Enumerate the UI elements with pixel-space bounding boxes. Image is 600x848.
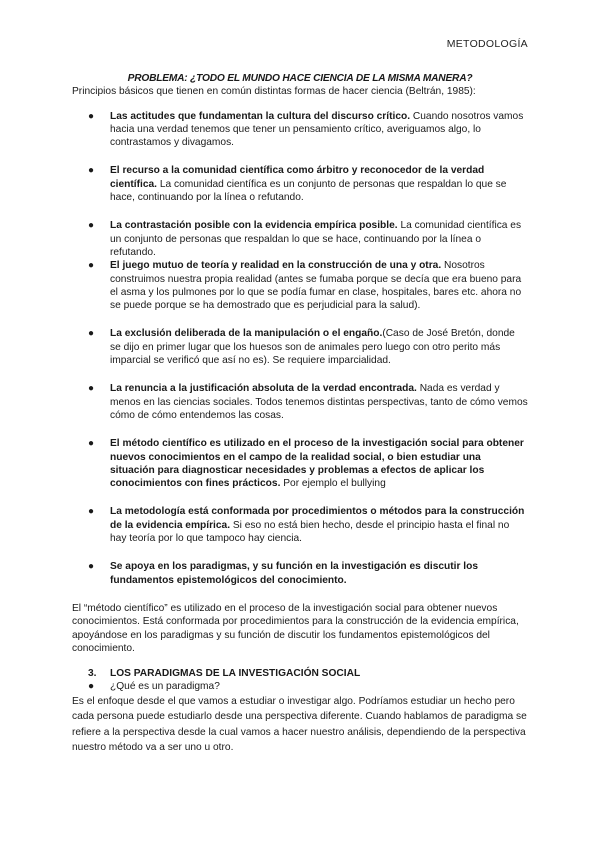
page-header: METODOLOGÍA <box>446 38 528 50</box>
principle-text: Si eso no está bien hecho, desde el principio hasta el final no hay teoría por lo que tampoco hay ciencia. <box>110 519 510 545</box>
bullet-icon: ● <box>88 383 95 395</box>
principle-text: (Caso de José Bretón, donde se dijo en primer lugar que los huesos son de animales pero luego con otro perito más imparcial se verificó que así no es). Se requiere imparcialidad. <box>110 328 515 367</box>
principle-text: La comunidad científica es un conjunto de personas que respaldan lo que se hace, continuando por la línea o refutando. <box>110 178 507 204</box>
list-item <box>88 560 528 587</box>
intro-paragraph: Principios básicos que tienen en común distintas formas de hacer ciencia (Beltrán, 1985): <box>72 86 476 98</box>
principle-title: El método científico es utilizado en el proceso de la investigación social para obtener nuevos conocimientos en el campo de la realidad social, o bien estudiar una situación para diagnosticar necesidades y problemas a efectos de aplicar los conocimientos con fines prácticos. <box>110 438 524 490</box>
sub-question: ¿Qué es un paradigma? <box>110 681 220 693</box>
list-item <box>88 164 528 204</box>
principle-title: La renuncia a la justificación absoluta de la verdad encontrada. <box>110 383 417 395</box>
bullet-icon: ● <box>88 165 95 177</box>
list-item <box>88 259 528 312</box>
bullet-icon: ● <box>88 110 95 122</box>
bullet-icon: ● <box>88 681 95 693</box>
list-item <box>88 437 528 490</box>
principle-title: La metodología está conformada por procedimientos o métodos para la construcción de la evidencia empírica. <box>110 506 525 531</box>
sub-question-item <box>88 680 528 693</box>
bullet-icon: ● <box>88 438 95 450</box>
principle-title: La exclusión deliberada de la manipulación o el engaño. <box>110 328 383 340</box>
principle-title: Se apoya en los paradigmas, y su función en la investigación es discutir los fundamentos epistemológicos del conocimiento. <box>110 561 478 586</box>
list-item <box>88 382 528 422</box>
section-heading <box>88 667 528 680</box>
principle-text: Nosotros construimos nuestra propia realidad (antes se fumaba porque se decía que era bueno para el asma y los pulmones por lo que se podía fumar en clase, hospitales, bares etc. ahora no se puede porque se ha demostrado que es perjudicial para la salud). <box>110 260 522 312</box>
bullet-icon: ● <box>88 220 95 232</box>
definition-paragraph: Es el enfoque desde el que vamos a estudiar o investigar algo. Podríamos estudiar un hecho pero cada persona puede estudiarlo desde una perspectiva diferente. Cuando hablamos de paradigma se refiere a la perspectiva desde la cual vamos a hacer nuestro análisis, dependiendo de la perspectiva nuestro método va a ser uno u otro. <box>72 695 527 753</box>
bullet-icon: ● <box>88 506 95 518</box>
list-item <box>88 327 528 367</box>
principle-title: El juego mutuo de teoría y realidad en la construcción de una y otra. <box>110 260 442 272</box>
principles-list <box>72 110 528 587</box>
list-item <box>88 219 528 259</box>
bullet-icon: ● <box>88 328 95 340</box>
list-item <box>88 110 528 150</box>
summary-paragraph: El “método científico” es utilizado en el proceso de la investigación social para obtener nuevos conocimientos. Está conformada por procedimientos para la construcción de la evidencia empírica, apoyándose en los paradigmas y su función de discutir los fundamentos epistemológicos del conocimiento. <box>72 602 519 654</box>
bullet-icon: ● <box>88 260 95 272</box>
principle-title: Las actitudes que fundamentan la cultura del discurso crítico. <box>110 110 411 122</box>
principle-text: Cuando nosotros vamos hacia una verdad tenemos que tener un pensamiento crítico, averiguamos algo, lo contrastamos y divagamos. <box>110 110 524 149</box>
principle-text: Por ejemplo el bullying <box>280 478 386 490</box>
principle-title: La contrastación posible con la evidencia empírica posible. <box>110 220 398 232</box>
document-body <box>72 72 528 755</box>
principle-text: Nada es verdad y menos en las ciencias sociales. Todos tenemos distintas perspectivas, tanto de cómo vemos cómo de cómo entendemos las cosas. <box>110 383 528 421</box>
principle-title: El recurso a la comunidad científica como árbitro y reconocedor de la verdad científica. <box>110 165 485 190</box>
section-number: 3. <box>88 668 97 680</box>
section-title: LOS PARADIGMAS DE LA INVESTIGACIÓN SOCIAL <box>110 668 361 680</box>
bullet-icon: ● <box>88 561 95 573</box>
list-item <box>88 505 528 545</box>
principle-text: La comunidad científica es un conjunto de personas que respaldan lo que se hace, continuando por la línea o refutando. <box>110 220 522 258</box>
document-title: PROBLEMA: ¿TODO EL MUNDO HACE CIENCIA DE LA MISMA MANERA? <box>127 73 473 84</box>
